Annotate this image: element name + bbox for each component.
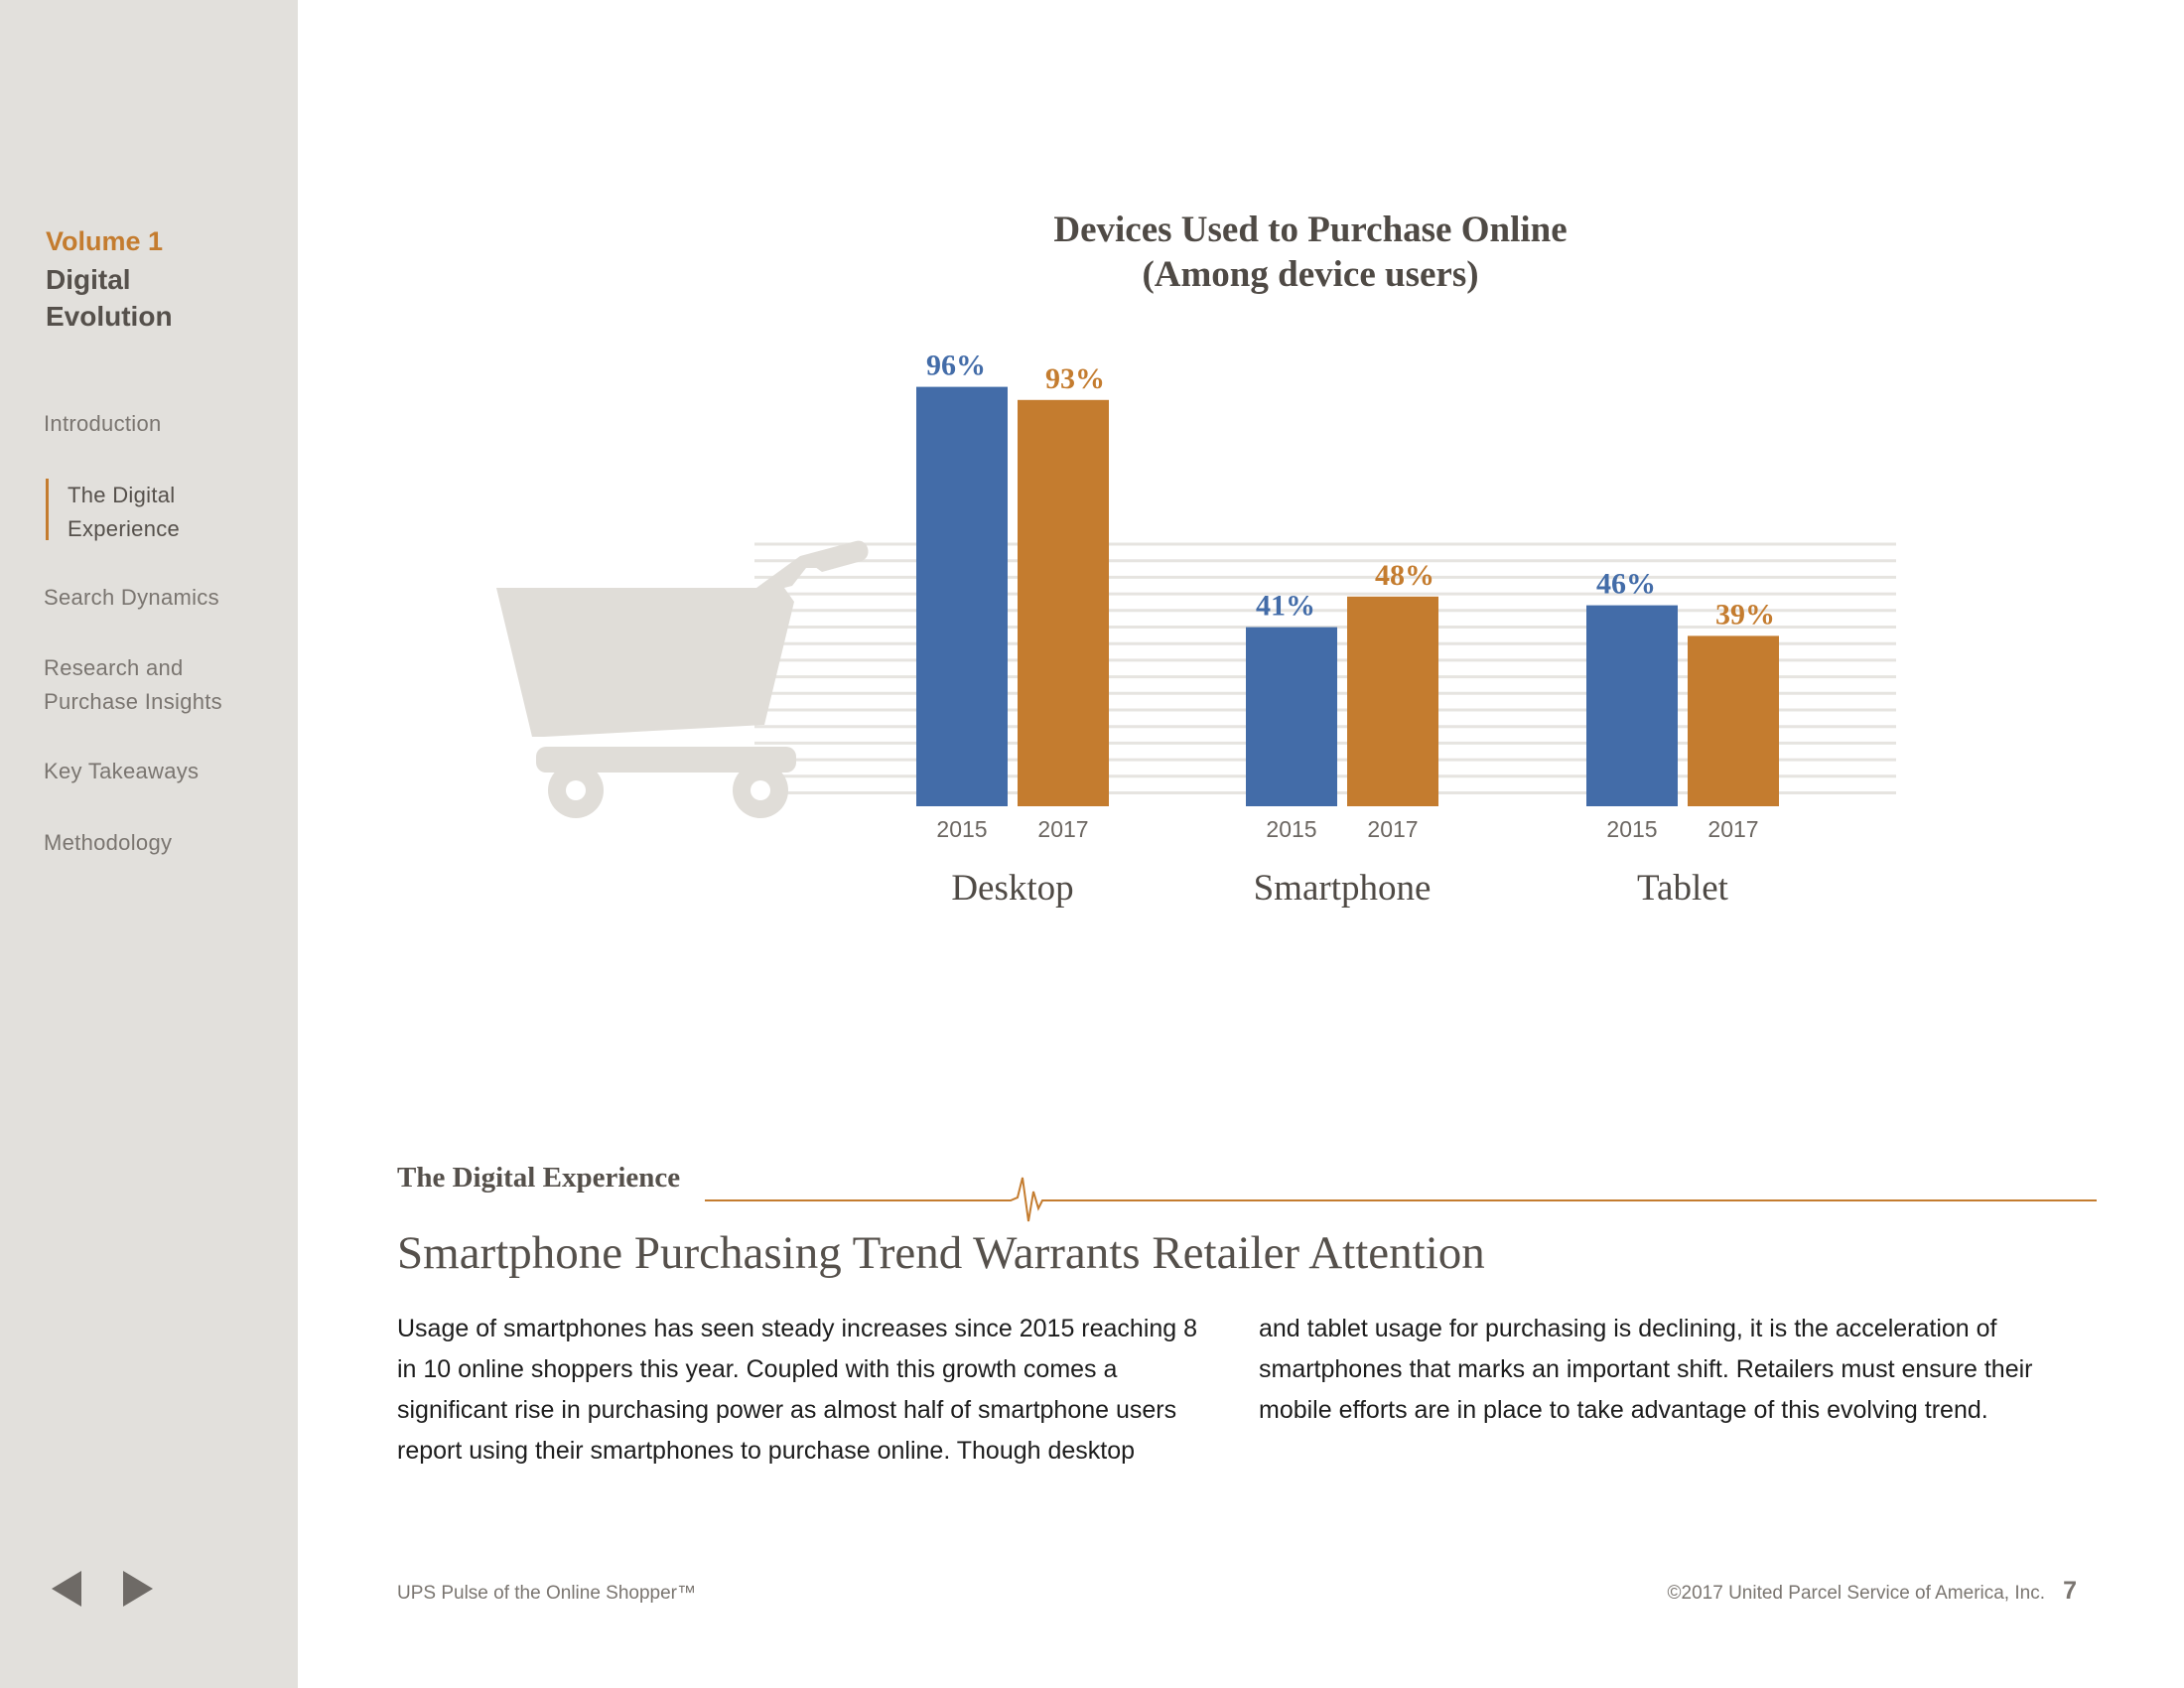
nav-item-key-takeaways[interactable]: Key Takeaways — [44, 759, 200, 783]
bars-group — [916, 350, 1779, 909]
category-label-tablet: Tablet — [1637, 868, 1728, 909]
footer-copyright: ©2017 United Parcel Service of America, Inc. — [1667, 1583, 2045, 1604]
year-label-smartphone-2017: 2017 — [1367, 816, 1419, 842]
nav-item-research-purchase[interactable]: Research and Purchase Insights — [44, 655, 222, 714]
value-label-tablet-2015: 46% — [1596, 567, 1656, 601]
volume-label: Volume 1 — [46, 226, 164, 256]
bar-desktop-2017 — [1018, 400, 1109, 806]
nav-item-introduction[interactable]: Introduction — [44, 411, 162, 436]
year-label-tablet-2017: 2017 — [1707, 816, 1759, 842]
bar-tablet-2017 — [1688, 635, 1779, 806]
body-column-1: Usage of smartphones has seen steady increases since 2015 reaching 8 in 10 online shoppers this year. Coupled with this growth comes a significant rise in purchasing power as almost half of smartphone users report using their smartphones to purchase online. Though desktop — [397, 1315, 1198, 1465]
year-label-smartphone-2015: 2015 — [1266, 816, 1317, 842]
bar-smartphone-2015 — [1246, 628, 1337, 806]
category-label-smartphone: Smartphone — [1253, 868, 1432, 909]
section-heading: Smartphone Purchasing Trend Warrants Retailer Attention — [397, 1227, 1485, 1279]
next-page-icon[interactable] — [123, 1571, 153, 1607]
bar-tablet-2015 — [1586, 606, 1678, 806]
year-label-tablet-2015: 2015 — [1606, 816, 1658, 842]
value-label-smartphone-2015: 41% — [1256, 589, 1315, 623]
nav-item-digital-experience[interactable]: The Digital Experience — [68, 483, 181, 541]
previous-page-icon[interactable] — [52, 1571, 81, 1607]
value-label-desktop-2017: 93% — [1045, 361, 1105, 395]
year-label-desktop-2015: 2015 — [936, 816, 988, 842]
nav-item-methodology[interactable]: Methodology — [44, 830, 173, 855]
chart-title-line2: (Among device users) — [1142, 254, 1479, 295]
nav-item-search-dynamics[interactable]: Search Dynamics — [44, 585, 219, 610]
bar-desktop-2015 — [916, 387, 1008, 806]
section-label: The Digital Experience — [397, 1162, 681, 1194]
chart-title-line1: Devices Used to Purchase Online — [1053, 210, 1568, 250]
category-label-desktop: Desktop — [951, 868, 1074, 909]
page-number: 7 — [2063, 1577, 2077, 1605]
bar-smartphone-2017 — [1347, 597, 1438, 806]
year-label-desktop-2017: 2017 — [1037, 816, 1089, 842]
footer-publication: UPS Pulse of the Online Shopper™ — [397, 1583, 697, 1604]
value-label-smartphone-2017: 48% — [1375, 558, 1434, 592]
heartbeat-divider — [695, 1152, 2105, 1231]
body-column-2: and tablet usage for purchasing is declining, it is the acceleration of smartphones that marks an important shift. Retailers must ensure their mobile efforts are in place to take advantage of this evolving trend. — [1259, 1315, 2033, 1424]
value-label-tablet-2017: 39% — [1715, 598, 1775, 632]
volume-title: Digital Evolution — [46, 264, 173, 332]
value-label-desktop-2015: 96% — [926, 349, 986, 382]
